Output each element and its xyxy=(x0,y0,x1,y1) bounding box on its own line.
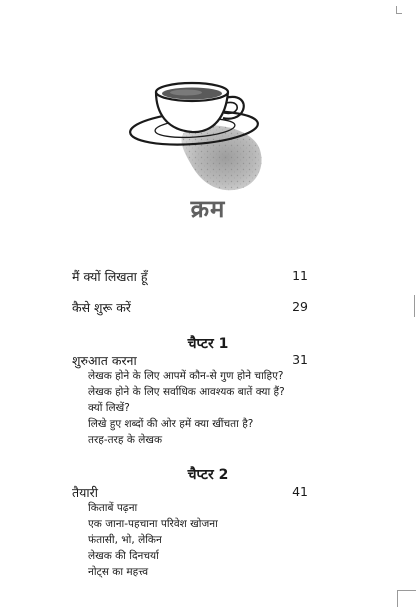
toc-subsection[interactable]: लेखक की दिनचर्या xyxy=(88,550,159,562)
toc-subsection[interactable]: क्यों लिखें? xyxy=(88,402,130,414)
toc-section-page: 31 xyxy=(292,352,308,367)
toc-section[interactable] xyxy=(72,484,308,502)
chapter-heading: चैप्टर 2 xyxy=(187,467,229,483)
toc-subsection[interactable]: नोट्स का महत्त्व xyxy=(88,566,149,578)
crop-mark-right xyxy=(414,295,415,317)
toc-subsection[interactable]: फंतासी, भो, लेकिन xyxy=(88,534,162,546)
toc-section-page: 41 xyxy=(292,484,308,499)
toc-subsection[interactable]: लेखक होने के लिए आपमें कौन-से गुण होने चाहिए? xyxy=(88,370,284,382)
toc-subsection[interactable]: तरह-तरह के लेखक xyxy=(88,434,163,446)
toc-subsection[interactable]: लेखक होने के लिए सर्वाधिक आवश्यक बातें क्या हैं? xyxy=(88,386,285,398)
toc-section[interactable] xyxy=(72,352,308,370)
toc-subsection[interactable]: एक जाना-पहचाना परिवेश खोजना xyxy=(88,518,218,530)
toc-entry-label: मैं क्यों लिखता हूँ xyxy=(72,269,148,284)
toc-section-label: शुरुआत करना xyxy=(72,353,137,368)
toc-section-label: तैयारी xyxy=(72,485,98,500)
chapter-heading: चैप्टर 1 xyxy=(187,336,229,352)
toc-entry-page: 29 xyxy=(292,299,308,314)
toc-title: क्रम xyxy=(190,195,226,223)
teacup-illustration xyxy=(122,78,272,193)
toc-entry-label: कैसे शुरू करें xyxy=(72,300,131,315)
toc-entry-page: 11 xyxy=(292,268,308,283)
toc-entry[interactable] xyxy=(72,299,308,317)
toc-subsection[interactable]: किताबें पढ़ना xyxy=(88,502,138,514)
crop-mark-bottom xyxy=(397,590,398,607)
crop-mark-top-tick xyxy=(396,13,402,14)
toc-entry[interactable] xyxy=(72,268,308,286)
toc-subsection[interactable]: लिखे हुए शब्दों की ओर हमें क्या खींचता है? xyxy=(88,418,254,430)
crop-mark-bottom-tick xyxy=(397,590,416,591)
